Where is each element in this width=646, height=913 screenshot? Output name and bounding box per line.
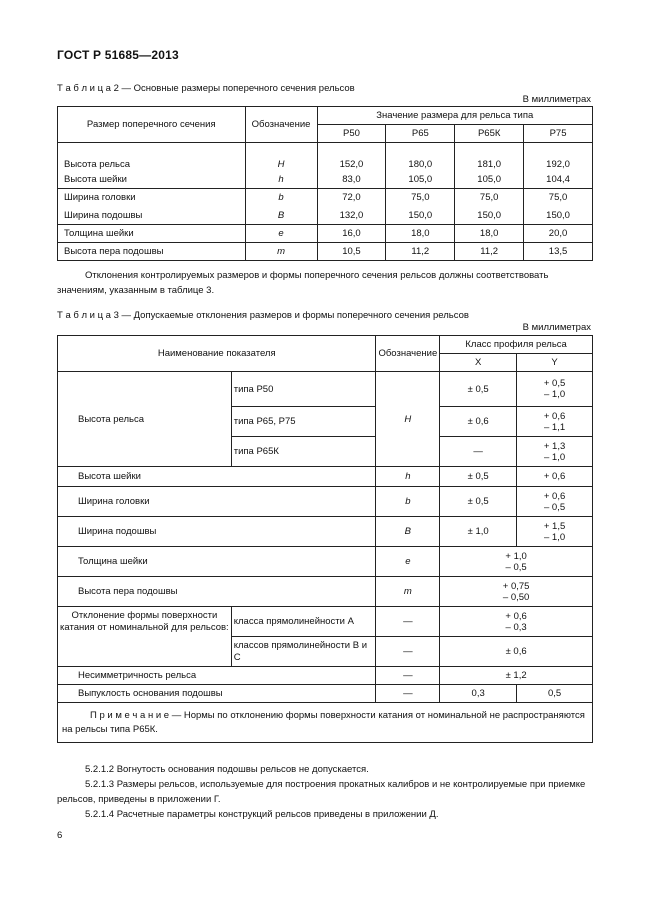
table-note-row xyxy=(58,703,593,743)
table3-caption: Т а б л и ц а 3 — Допускаемые отклонения размеров и формы поперечного сечения рельсов xyxy=(57,310,469,321)
paragraph-deviations: Отклонения контролируемых размеров и формы поперечного сечения рельсов должны соответствовать значениям, указанным в таблице 3. xyxy=(57,270,549,296)
table2-unit: В миллиметрах xyxy=(522,94,591,105)
table-row: Высота шейки h 83,0 105,0 105,0 104,4 xyxy=(58,171,593,189)
table-row: Отклонение формы поверхности катания от номинальной для рельсов: класса прямолинейности А — + 0,6 – 0,3 xyxy=(58,607,593,637)
document-id: ГОСТ Р 51685—2013 xyxy=(57,48,179,62)
table3 xyxy=(57,335,593,743)
table2-header-symbol: Обозначение xyxy=(245,107,317,143)
paragraph-5-2-1-4: 5.2.1.4 Расчетные параметры конструкций рельсов приведены в приложении Д. xyxy=(85,809,439,820)
table-row: Выпуклость основания подошвы — 0,3 0,5 xyxy=(58,685,593,703)
table-row: Высота пера подошвы m + 0,75 – 0,50 xyxy=(58,577,593,607)
table3-header-symbol: Обозначение xyxy=(376,336,440,372)
table-row: Ширина головки b ± 0,5 + 0,6 – 0,5 xyxy=(58,487,593,517)
table3-class-x: X xyxy=(440,354,517,372)
table3-header-class: Класс профиля рельса xyxy=(440,336,593,354)
table2-type: Р65 xyxy=(386,125,455,143)
table2-type: Р65К xyxy=(455,125,524,143)
table-row: Толщина шейки e 16,0 18,0 18,0 20,0 xyxy=(58,225,593,243)
table-row: Высота рельса типа Р50 H ± 0,5 + 0,5 – 1,0 xyxy=(58,372,593,407)
table-row: Ширина подошвы B ± 1,0 + 1,5 – 1,0 xyxy=(58,517,593,547)
table3-class-y: Y xyxy=(517,354,593,372)
table2-header-param: Размер поперечного сечения xyxy=(58,107,246,143)
table3-note: П р и м е ч а н и е — Нормы по отклонению формы поверхности катания от номинальной не распространяются на рельсы типа Р65К. xyxy=(58,703,593,743)
table2-caption: Т а б л и ц а 2 — Основные размеры поперечного сечения рельсов xyxy=(57,83,355,94)
table-row: Высота пера подошвы m 10,5 11,2 11,2 13,5 xyxy=(58,243,593,261)
table2-type: Р50 xyxy=(317,125,386,143)
table-row: типа Р65К — + 1,3 – 1,0 xyxy=(58,437,593,467)
table-row: Высота рельса H 152,0 180,0 181,0 192,0 xyxy=(58,143,593,171)
table-row: Ширина подошвы B 132,0 150,0 150,0 150,0 xyxy=(58,207,593,225)
table2 xyxy=(57,106,593,261)
table-row: типа Р65, Р75 ± 0,6 + 0,6 – 1,1 xyxy=(58,407,593,437)
table-row: Толщина шейки e + 1,0 – 0,5 xyxy=(58,547,593,577)
table3-unit: В миллиметрах xyxy=(522,322,591,333)
paragraph-5-2-1-2: 5.2.1.2 Вогнутость основания подошвы рельсов не допускается. xyxy=(85,764,369,775)
table-row: Несимметричность рельса — ± 1,2 xyxy=(58,667,593,685)
table-row: классов прямолинейности В и С — ± 0,6 xyxy=(58,637,593,667)
paragraph-5-2-1-3: 5.2.1.3 Размеры рельсов, используемые для построения прокатных калибров и не контролируемые при приемке рельсов, приведены в приложении Г. xyxy=(57,779,586,805)
table2-type: Р75 xyxy=(524,125,593,143)
table3-header-name: Наименование показателя xyxy=(58,336,376,372)
height-label: Высота рельса xyxy=(58,372,232,467)
page-number: 6 xyxy=(57,830,63,841)
table-row: Ширина головки b 72,0 75,0 75,0 75,0 xyxy=(58,189,593,207)
table-row: Высота шейки h ± 0,5 + 0,6 xyxy=(58,467,593,487)
table2-header-group: Значение размера для рельса типа xyxy=(317,107,592,125)
